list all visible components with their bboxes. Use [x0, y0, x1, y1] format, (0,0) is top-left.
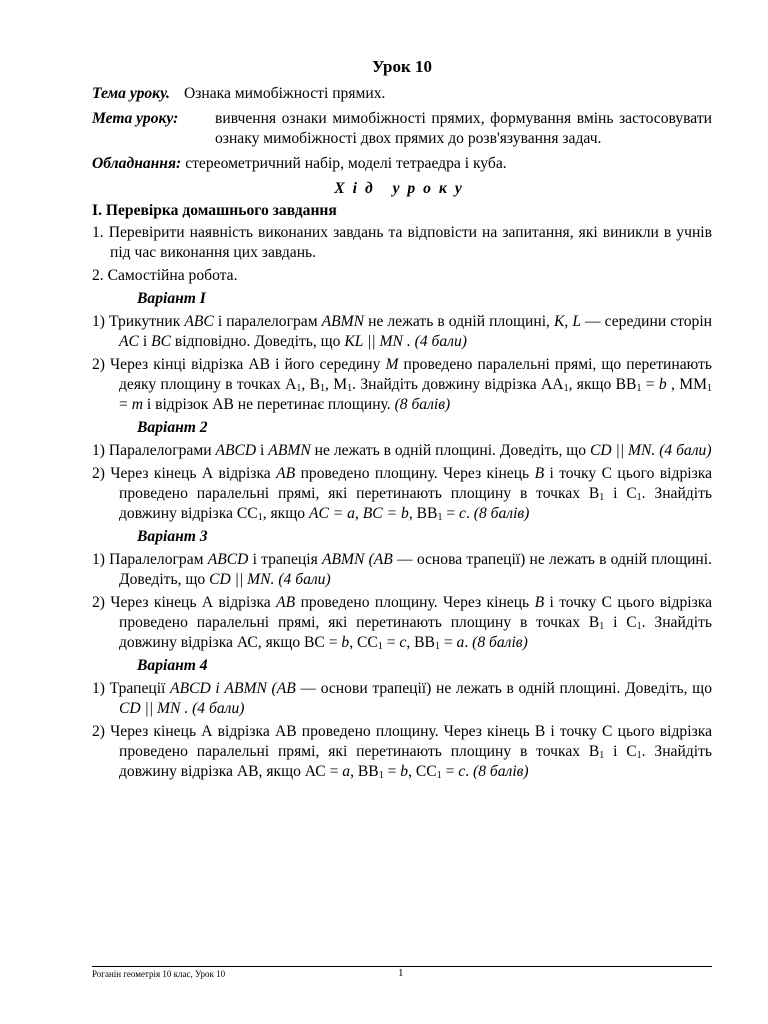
lesson-title: Урок 10 [371, 57, 433, 76]
variant-block [92, 289, 712, 415]
document-page [92, 56, 712, 785]
lesson-topic-text: Ознака мимобіжності прямих. [183, 85, 386, 102]
task-item: 2) Через кінець А відрізка АВ проведено площину. Через кінець В і точку С цього відрізка проведено паралельні прямі, які перетинають площину в точках $В_1$ і $С_1$. Знайдіть довжину відрізка АВ, якщо АС = a, $ВВ_1 = b$, $СС_1 = c$. (8 балів) [92, 723, 712, 781]
list-item-check-homework: 1. Перевірити наявність виконаних завдань та відповісти на запитання, які виникли в учнів під час виконання цих завдань. [92, 224, 712, 261]
task-item: 1) Трикутник ABC і паралелограм ABMN не лежать в одній площині, K, L — середини сторін AC і BC відповідно. Доведіть, що KL || MN . (4 бали) [92, 313, 712, 350]
lesson-topic-row [92, 84, 712, 104]
task-item: 1) Трапеції ABCD і ABMN (AB — основи трапеції) не лежать в одній площині. Доведіть, що CD || MN . (4 бали) [92, 680, 712, 717]
variant-heading: Варіант 2 [137, 419, 208, 436]
list-item-independent-work: 2. Самостійна робота. [92, 267, 238, 284]
lesson-equipment-row [92, 154, 712, 174]
lesson-goal-label: Мета уроку: [92, 110, 179, 127]
variant-block [92, 527, 712, 653]
task-item: 1) Паралелограми ABCD і ABMN не лежать в одній площині. Доведіть, що CD || MN. (4 бали) [92, 442, 712, 459]
lesson-progress-heading: Хід уроку [334, 180, 470, 197]
footer-caption: Роганін геометрія 10 клас, Урок 10 [92, 969, 226, 979]
lesson-equipment-text: стереометричний набір, моделі тетраедра і куба. [185, 155, 507, 172]
lesson-goal-text: вивчення ознаки мимобіжності прямих, формування вмінь застосовувати ознаку мимобіжності двох прямих до розв'язування задач. [215, 110, 712, 147]
task-item: 2) Через кінці відрізка АВ і його середину M проведено паралельні прямі, що перетинають деяку площину в точках $А_1$, $В_1$, $М_1$. Знайдіть довжину відрізка $АА_1$, якщо $ВВ_1 = b$ , $ММ_1 = m$ і відрізок АВ не перетинає площину. (8 балів) [92, 356, 712, 413]
variant-block [92, 656, 712, 782]
variant-block [92, 418, 712, 524]
lesson-topic-label: Тема уроку. [92, 85, 170, 102]
task-item: 2) Через кінець А відрізка AB проведено площину. Через кінець B і точку С цього відрізка проведено паралельні прямі, які перетинають площину в точках $В_1$ і $С_1$. Знайдіть довжину відрізка АС, якщо ВС = b, $СС_1 = c$, $ВВ_1 = a$. (8 балів) [92, 594, 712, 652]
section-heading-homework: І. Перевірка домашнього завдання [92, 202, 337, 219]
lesson-equipment-label: Обладнання: [92, 155, 182, 172]
task-item: 2) Через кінець А відрізка AB проведено площину. Через кінець B і точку С цього відрізка проведено паралельні прямі, які перетинають площину в точках $В_1$ і $С_1$. Знайдіть довжину відрізка $СС_1$, якщо AC = a, BC = b, $ВВ_1 = c$. (8 балів) [92, 465, 712, 523]
task-item: 1) Паралелограм ABCD і трапеція ABMN (AB — основа трапеції) не лежать в одній площині. Доведіть, що CD || MN. (4 бали) [92, 551, 712, 588]
page-number: 1 [398, 967, 404, 979]
variant-heading: Варіант 3 [137, 528, 208, 545]
variant-heading: Варіант 4 [137, 657, 208, 674]
variant-heading: Варіант І [137, 290, 206, 307]
lesson-goal-row [92, 109, 712, 149]
